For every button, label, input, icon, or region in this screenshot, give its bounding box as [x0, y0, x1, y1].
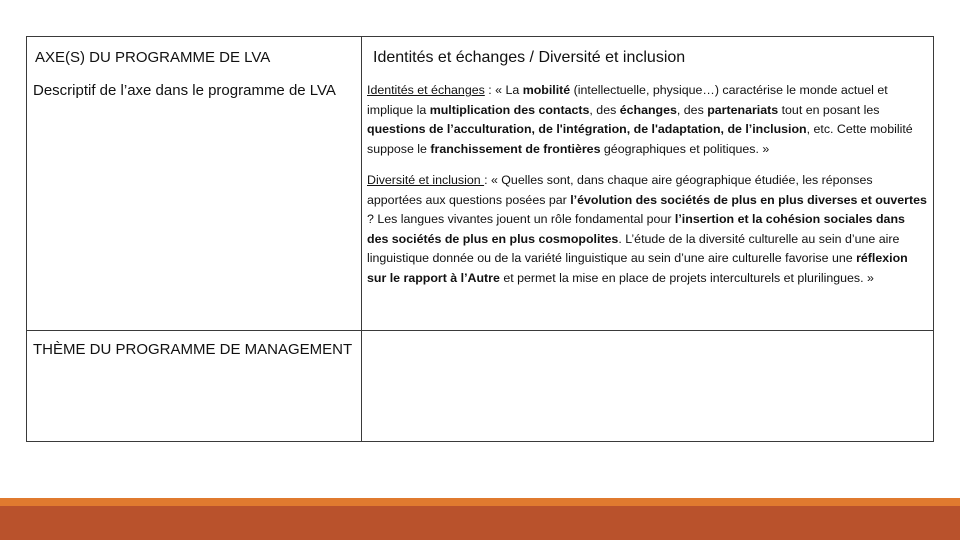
axe-value-cell: Identités et échanges / Diversité et inclusion [373, 49, 686, 66]
text-run: et permet la mise en place de projets interculturels et plurilingues. » [499, 270, 874, 285]
text-run: , des [589, 102, 620, 117]
text-run: . L’étude de la diversité culturelle au sein d’une aire linguistique donnée ou de la variété linguistique au sein d’une aire culturelle favorise une [367, 231, 900, 265]
bold-run: questions de l’acculturation, de l'intégration, de l'adaptation, de l’inclusion [367, 122, 807, 136]
text-run: : « Quelles sont, dans chaque aire géographique étudiée, les réponses apportées aux questions posées par [367, 173, 873, 207]
identites-echanges-paragraph [367, 81, 929, 159]
diversite-inclusion-paragraph [367, 171, 929, 288]
management-label-cell: THÈME DU PROGRAMME DE MANAGEMENT [33, 341, 353, 358]
bold-run: partenariats [707, 102, 779, 117]
paragraph-title: Identités et échanges [367, 83, 485, 97]
axe-label-cell: AXE(S) DU PROGRAMME DE LVA [35, 49, 271, 66]
text-run: ? Les langues vivantes jouent un rôle fondamental pour [367, 212, 675, 226]
row-divider [27, 330, 933, 331]
bold-run: échanges [619, 102, 677, 117]
text-run: géographiques et politiques. » [600, 141, 770, 156]
bold-run: mobilité [522, 83, 571, 97]
text-run: tout en posant les [778, 102, 880, 117]
bold-run: multiplication des contacts [429, 102, 590, 117]
text-run: : « La [484, 83, 523, 97]
bold-run: franchissement de frontières [430, 141, 601, 156]
bold-run: l’évolution des sociétés de plus en plus diverses et ouvertes [570, 192, 927, 207]
text-run: , etc. Cette mobilité suppose le [367, 122, 913, 156]
descriptif-label-cell: Descriptif de l’axe dans le programme de LVA [33, 82, 336, 99]
bold-run: l’insertion et la cohésion sociales dans des sociétés de plus en plus cosmopolites [367, 212, 905, 246]
text-run: (intellectuelle, physique…) caractérise le monde actuel et implique la [367, 83, 888, 117]
bold-run: réflexion sur le rapport à l’Autre [367, 251, 908, 285]
footer-stripe [0, 498, 960, 506]
column-divider [361, 37, 362, 441]
descriptif-content-cell [367, 81, 929, 288]
text-run: , des [676, 102, 708, 117]
axes-table [26, 36, 934, 442]
paragraph-title: Diversité et inclusion [367, 173, 485, 187]
